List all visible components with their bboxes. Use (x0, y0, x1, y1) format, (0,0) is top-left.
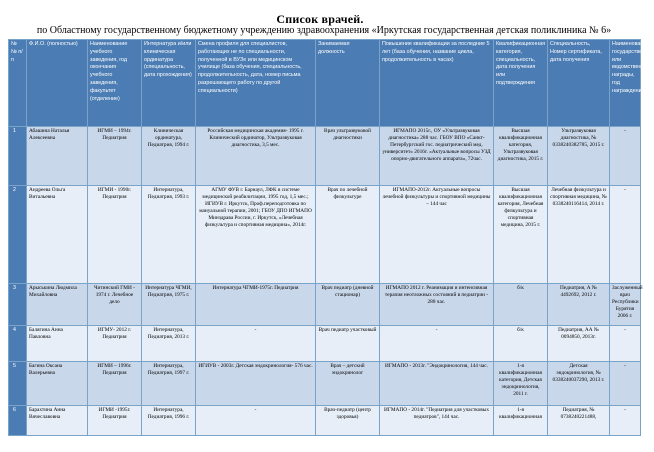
doctor-retraining: - (196, 326, 316, 362)
doctor-school: ИГМИ - 1990г. Педиатрия (88, 186, 142, 284)
doctor-school: Читинский ГМИ - 1974 г. Лечебное дело (88, 284, 142, 326)
doctor-retraining: Российская медицинская академия- 1995 г. Клинический ординатор, Ультразвуковая диагностика, 3,5 мес. (196, 127, 316, 186)
doctor-name: Андреева Ольга Витальевна (27, 186, 88, 284)
doctor-position: Врач по лечебной физкультуре (316, 186, 380, 284)
doctor-award: - (610, 127, 641, 186)
doctor-school: ИГМИ -1995г. Педиатрия (88, 406, 142, 436)
doctor-category: 1-я квалификационная (494, 406, 548, 436)
doctor-position: Врач ультразвуковой диагностики (316, 127, 380, 186)
header-cell-index: № № п/п (9, 40, 27, 127)
row-index: 3 (9, 284, 27, 326)
table-row (9, 362, 641, 406)
doctor-retraining: ИГИУВ - 2003г. Детская эндокринология- 576 час. (196, 362, 316, 406)
doctor-certificate: Лечебная физкультура и спортивная медицина, № 0338240116414, 2014 г. (548, 186, 610, 284)
table-row (9, 186, 641, 284)
doctor-award: Заслуженный врач Республики Бурятия 2006 г. (610, 284, 641, 326)
doctor-certificate: Педиатрия, № 0738240221488, (548, 406, 610, 436)
page-title: Список врачей. (276, 12, 364, 26)
doctor-award: - (610, 362, 641, 406)
doctor-training: ИГМАПО 2012 г. Реанимация и интенсивная терапия неотложных состояний в педиатрии - 288 час. (380, 284, 494, 326)
doctor-internship: Клиническая ординатура, Педиатрия, 1994 г. (142, 127, 196, 186)
header-cell-training: Повышение квалификации за последние 5 лет (база обучения, название цикла, продолжительность в часах) (380, 40, 494, 127)
header-cell-school: Наименование учебного заведения, год окончания учебного заведения, факультет (отделение) (88, 40, 142, 127)
doctor-name: Барахтина Анна Вячеславовна (27, 406, 88, 436)
doctor-school: ИГМИ – 1994г. Педиатрия (88, 127, 142, 186)
doctor-retraining: АГМУ ФУВ г. Барнаул, ЛФК в системе медицинской реабилитации, 1995 год, 1,5 мес.; ИГИУВ г. Иркутск, Проф.переподготовка по мануальной терапии, 2001; ГБОУ ДПО ИГМАПО Минздрава России, г. Иркутск, «Лечебная физкультура и спортивная медицина», 2014г. (196, 186, 316, 284)
doctor-retraining: Интернатура ЧГМИ-1975г. Педиатрия (196, 284, 316, 326)
header-cell-category: Квалификационная категория, специальность, дата получения или подтверждения (494, 40, 548, 127)
doctor-name: Арыськина Людмила Михайловна (27, 284, 88, 326)
doctor-award: - (610, 326, 641, 362)
doctor-category: б/к (494, 284, 548, 326)
row-index: 4 (9, 326, 27, 362)
table-header-row (9, 40, 641, 127)
header-cell-retraining: Смена профиля для специалистов, работающих не по специальности, полученной в ВУЗе или медицинском училище (база обучения, специальность, продолжительность, дата, номер письма разрешающего работу по другой специальности) (196, 40, 316, 127)
row-index: 6 (9, 406, 27, 436)
table-row (9, 326, 641, 362)
doctor-certificate: Ультразвуковая диагностика, № 0338240382785, 2015 г. (548, 127, 610, 186)
doctor-training: ИГМАПО - 2013г. "Эндокринология, 144 час. (380, 362, 494, 406)
doctor-name: Абашина Наталья Алексеевна (27, 127, 88, 186)
doctor-award: - (610, 186, 641, 284)
doctor-school: ИГМУ- 2012 г. Педиатрия (88, 326, 142, 362)
doctor-internship: Интернатура, Педиатрия, 1997 г. (142, 362, 196, 406)
header-cell-fio: Ф.И.О. (полностью) (27, 40, 88, 127)
doctor-position: Врач педиатр участковый (316, 326, 380, 362)
doctor-position: Врач педиатр (дневной стационар) (316, 284, 380, 326)
doctor-training: - (380, 326, 494, 362)
table-row (9, 284, 641, 326)
doctor-category: Высшая квалификационная категория, Лечебная физкультура и спортивная медицина, 2015 г. (494, 186, 548, 284)
doctor-award: - (610, 406, 641, 436)
doctor-training: ИГМАПО 2015г., ОУ «Ультразвуковая диагностика» 288 час. ГБОУ ВПО «Санкт-Петербургский гос. педиатрический мед. университет» 2016г. «Актуальные вопросы УЗД опорно-двигательного аппарата», 72час. (380, 127, 494, 186)
row-index: 1 (9, 127, 27, 186)
doctors-table (8, 39, 654, 436)
doctor-certificate: Педиатрия, А № 4492692, 2012 г. (548, 284, 610, 326)
page-subtitle: по Областному государственному бюджетному учреждению здравоохранения «Иркутская государственная детская поликлиника № 6» (36, 25, 612, 36)
table-row (9, 406, 641, 436)
row-index: 5 (9, 362, 27, 406)
header-cell-award: Наименование государственной или ведомственной награды, год награждения (610, 40, 641, 127)
doctor-category: Высшая квалификационная категория, Ультразвуковая диагностика, 2015 г. (494, 127, 548, 186)
header-cell-internship: Интернатура и/или клиническая ординатура (специальность, дата прохождения) (142, 40, 196, 127)
doctor-name: Балягина Анна Павловна (27, 326, 88, 362)
header-cell-certificate: Специальность, Номер сертификата, дата получения (548, 40, 610, 127)
header-cell-position: Занимаемая должность (316, 40, 380, 127)
doctor-internship: Интернатура, Педиатрия, 1996 г. (142, 406, 196, 436)
doctor-certificate: Детская эндокринология, № 0338240037290, 2013 г. (548, 362, 610, 406)
doctor-category: б/к (494, 326, 548, 362)
doctor-position: Врач-педиатр (центр здоровья) (316, 406, 380, 436)
doctor-school: ИГМИ – 1996г. Педиатрия (88, 362, 142, 406)
doctor-position: Врач – детский эндокринолог (316, 362, 380, 406)
doctor-internship: Интернатура, Педиатрия, 2013 г. (142, 326, 196, 362)
row-index: 2 (9, 186, 27, 284)
doctor-internship: Интернатура ЧГМИ, Педиатрия, 1975 г. (142, 284, 196, 326)
doctor-category: 1-я квалификационная категория, Детская эндокринология, 2011 г. (494, 362, 548, 406)
doctor-certificate: Педиатрия, АА № 0094850, 2013г. (548, 326, 610, 362)
doctor-training: ИГМАПО-2012г. Актуальные вопросы лечебной физкультуры и спортивной медицины – 144 час (380, 186, 494, 284)
doctor-training: ИГМАПО - 2014г. "Педиатрия для участковых педиатров", 144 час. (380, 406, 494, 436)
table-row (9, 127, 641, 186)
doctor-retraining: - (196, 406, 316, 436)
doctor-name: Багина Оксана Валерьевна (27, 362, 88, 406)
doctor-internship: Интернатура, Педиатрия, 1993 г. (142, 186, 196, 284)
